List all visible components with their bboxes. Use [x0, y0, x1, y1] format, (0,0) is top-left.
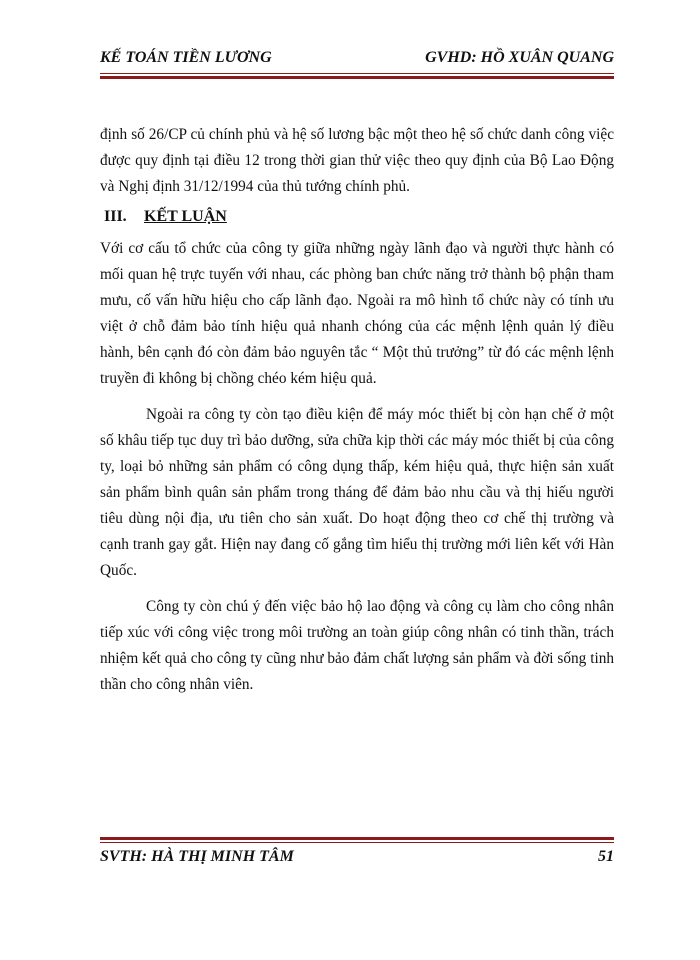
page-body [100, 122, 614, 698]
page-number: 51 [598, 848, 614, 865]
header-rule-thick [100, 76, 614, 79]
intro-paragraph: định số 26/CP củ chính phủ và hệ số lương bậc một theo hệ số chức danh công việc được quy định tại điều 12 trong thời gian thử việc theo quy định của Bộ Lao Động và Nghị định 31/12/1994 của thủ tướng chính phủ. [100, 126, 614, 195]
header-rule-thin [100, 73, 614, 74]
footer-rule-thick [100, 837, 614, 840]
paragraph-2: Ngoài ra công ty còn tạo điều kiện để máy móc thiết bị còn hạn chế ở một số khâu tiếp tục duy trì bảo dưỡng, sửa chữa kịp thời các máy móc thiết bị của công ty, loại bỏ những sản phẩm có công dụng thấp, kém hiệu quả, thực hiện sản xuất sản phẩm bình quân sản phẩm trong tháng để đảm bảo nhu cầu và thị hiếu người tiêu dùng nội địa, ưu tiên cho sản xuất. Do hoạt động theo cơ chế thị trường và cạnh tranh gay gắt. Hiện nay đang cố gắng tìm hiểu thị trường mới liên kết với Hàn Quốc. [100, 406, 614, 579]
header-subject: KẾ TOÁN TIỀN LƯƠNG [100, 49, 272, 66]
section-number: III. [104, 208, 127, 225]
paragraph-3: Công ty còn chú ý đến việc bảo hộ lao động và công cụ làm cho công nhân tiếp xúc với công việc trong môi trường an toàn giúp công nhân có tinh thần, trách nhiệm kết quả cho công ty cũng như bảo đảm chất lượng sản phẩm và đời sống tinh thần cho công nhân viên. [100, 598, 614, 693]
footer-student: SVTH: HÀ THỊ MINH TÂM [100, 848, 294, 865]
footer-rule-thin [100, 842, 614, 843]
page-header [100, 49, 614, 71]
page-footer [100, 848, 614, 870]
section-title: KẾT LUẬN [144, 208, 227, 225]
section-heading [100, 204, 614, 230]
header-instructor: GVHD: HỒ XUÂN QUANG [425, 49, 614, 66]
paragraph-1: Với cơ cấu tổ chức của công ty giữa những ngày lãnh đạo và người thực hành có mối quan hệ trực tuyến với nhau, các phòng ban chức năng trở thành bộ phận tham mưu, cố vấn hữu hiệu cho cấp lãnh đạo. Ngoài ra mô hình tổ chức này có tính ưu việt ở chỗ đảm bảo tính hiệu quả nhanh chóng của các mệnh lệnh quản lý điều hành, bên cạnh đó còn đảm bảo nguyên tắc “ Một thủ trưởng” từ đó các mệnh lệnh truyền đi không bị chồng chéo kém hiệu quả. [100, 240, 614, 387]
